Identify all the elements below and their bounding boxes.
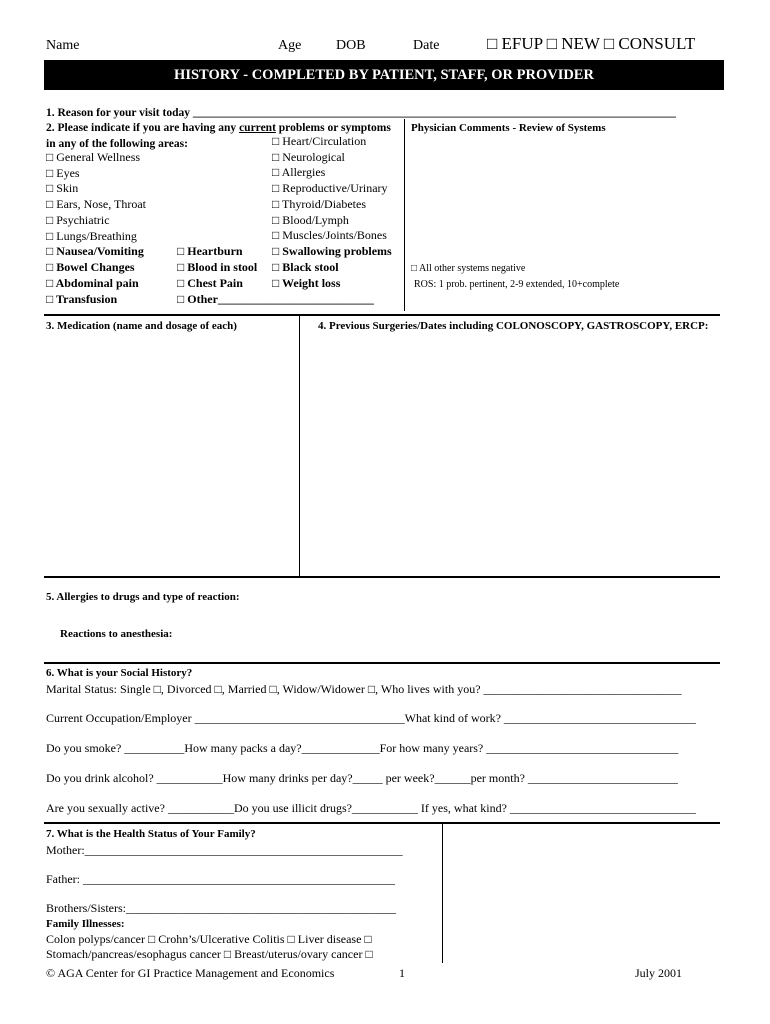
physician-divider [404,119,405,311]
gi-symptom-checkbox[interactable]: □ Abdominal pain [46,276,139,290]
symptom-checkbox[interactable]: □ Heart/Circulation [272,134,367,148]
gi-symptom-checkbox[interactable]: □ Nausea/Vomiting [46,244,144,258]
symptom-checkbox[interactable]: □ Ears, Nose, Throat [46,197,147,212]
q2-line2: in any of the following areas: [46,138,188,150]
symptom-checkbox[interactable]: □ Muscles/Joints/Bones [272,228,387,243]
symptom-checkbox[interactable]: □ Blood/Lymph [272,212,349,227]
copyright: © AGA Center for GI Practice Management and Economics [46,966,335,980]
smoking-field[interactable]: Do you smoke? __________How many packs a day?_____________For how many years? ________________________________ [46,741,679,755]
page-number: 1 [399,966,405,980]
dob-label: DOB [336,38,366,53]
q3-medication[interactable]: 3. Medication (name and dosage of each) [46,320,237,332]
q2-line1-pre: 2. Please indicate if you are having any [46,122,240,134]
symptom-checkbox[interactable]: □ Lungs/Breathing [46,228,137,243]
section-divider [44,662,720,664]
ros-note: ROS: 1 prob. pertinent, 2-9 extended, 10+complete [414,279,620,290]
gi-symptom-checkbox[interactable]: □ Bowel Changes [46,260,135,274]
section-divider [44,314,720,316]
section-divider [44,576,720,578]
visit-type-checkboxes[interactable]: □ EFUP □ NEW □ CONSULT [487,34,696,53]
gi-symptom-checkbox[interactable]: □ Heartburn [177,244,243,258]
symptom-checkbox[interactable]: □ Psychiatric [46,212,110,227]
alcohol-field[interactable]: Do you drink alcohol? ___________How many drinks per day?_____ per week?______per month? _________________________ [46,771,678,785]
med-surgery-divider [299,315,300,577]
footer-date: July 2001 [635,966,683,980]
family-divider [442,823,443,963]
q5-allergies[interactable]: 5. Allergies to drugs and type of reaction: [46,591,240,603]
history-banner: HISTORY - COMPLETED BY PATIENT, STAFF, OR PROVIDER [44,60,724,90]
family-illness-checkboxes[interactable]: Colon polyps/cancer □ Crohn’s/Ulcerative Colitis □ Liver disease □ [46,932,372,946]
gi-symptom-checkbox[interactable]: □ Transfusion [46,292,118,306]
marital-status-field[interactable]: Marital Status: Single □, Divorced □, Married □, Widow/Widower □, Who lives with you? _________________________________ [46,682,682,696]
gi-symptom-checkbox[interactable]: □ Swallowing problems [272,244,392,258]
q2-line1-underlined: current [239,122,276,134]
symptom-checkbox[interactable]: □ Neurological [272,149,345,164]
symptom-checkbox[interactable]: □ Eyes [46,165,80,180]
gi-symptom-checkbox[interactable]: □ Blood in stool [177,260,258,274]
q1-reason-for-visit[interactable]: 1. Reason for your visit today ____________________________________________________________________________________ [46,107,676,119]
q2-line1-post: problems or symptoms [275,122,391,134]
symptom-checkbox[interactable]: □ Allergies [272,165,326,180]
symptom-checkbox[interactable]: □ General Wellness [46,150,141,164]
mother-health-field[interactable]: Mother:_____________________________________________________ [46,843,403,857]
all-systems-negative-checkbox[interactable]: □ All other systems negative [411,263,526,274]
date-label: Date [413,38,440,53]
q7-title: 7. What is the Health Status of Your Family? [46,828,256,840]
q6-title: 6. What is your Social History? [46,667,193,679]
siblings-health-field[interactable]: Brothers/Sisters:_____________________________________________ [46,901,396,915]
gi-symptom-checkbox[interactable]: □ Black stool [272,260,339,274]
q4-previous-surgeries[interactable]: 4. Previous Surgeries/Dates including COLONOSCOPY, GASTROSCOPY, ERCP: [318,320,709,332]
other-symptom-field[interactable]: □ Other__________________________ [177,292,374,306]
father-health-field[interactable]: Father: ____________________________________________________ [46,872,395,886]
family-illness-checkboxes[interactable]: Stomach/pancreas/esophagus cancer □ Breast/uterus/ovary cancer □ [46,947,373,961]
section-divider [44,822,720,824]
symptom-checkbox[interactable]: □ Thyroid/Diabetes [272,196,367,211]
family-illnesses-title: Family Illnesses: [46,918,125,930]
symptom-checkbox[interactable]: □ Reproductive/Urinary [272,181,388,196]
sexual-drug-field[interactable]: Are you sexually active? ___________Do you use illicit drugs?___________ If yes, what kind? _______________________________ [46,801,696,815]
anesthesia-reactions[interactable]: Reactions to anesthesia: [60,628,173,640]
age-label: Age [278,38,302,53]
q2-left-column [46,150,146,244]
occupation-field[interactable]: Current Occupation/Employer ___________________________________What kind of work? ________________________________ [46,711,696,725]
gi-symptom-checkbox[interactable]: □ Chest Pain [177,276,243,290]
q2-symptoms-intro [46,122,391,134]
name-label: Name [46,38,80,53]
physician-comments-title: Physician Comments - Review of Systems [411,122,606,134]
gi-symptom-checkbox[interactable]: □ Weight loss [272,276,341,290]
q2-right-column [272,134,388,244]
symptom-checkbox[interactable]: □ Skin [46,181,79,196]
